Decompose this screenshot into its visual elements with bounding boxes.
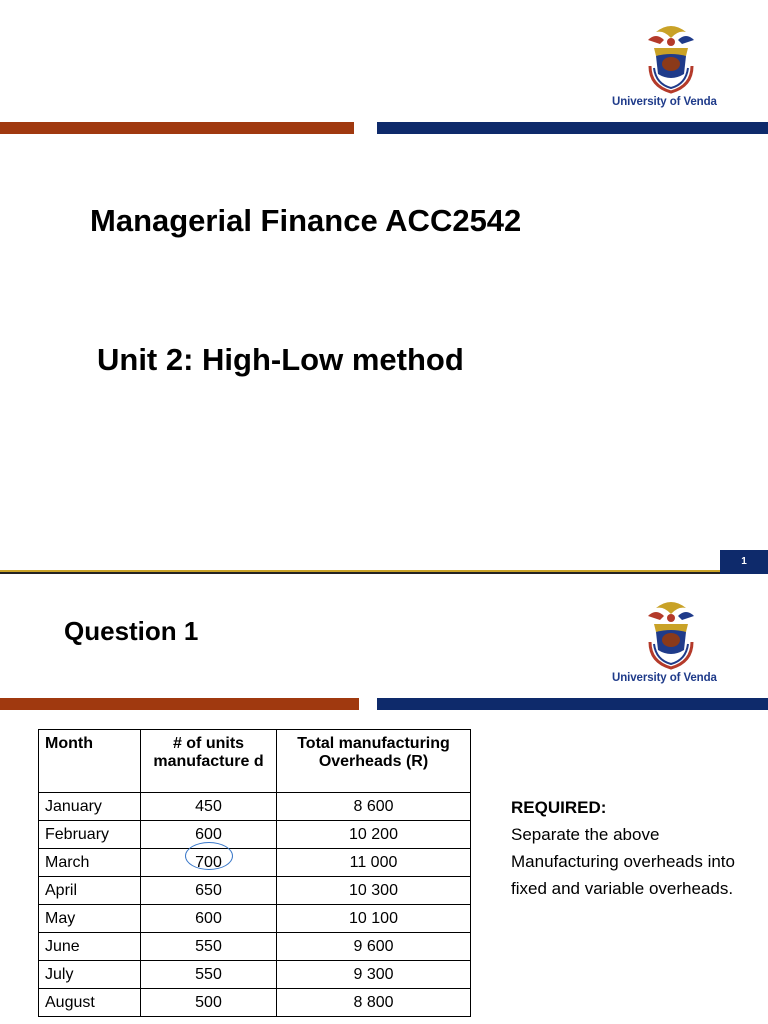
table-row	[39, 821, 471, 849]
cell-month: March	[39, 849, 141, 877]
table-header-row	[39, 730, 471, 793]
cell-month: June	[39, 933, 141, 961]
cell-overheads: 9 600	[277, 933, 471, 961]
header-bar-blue	[377, 698, 768, 710]
table-row	[39, 933, 471, 961]
header-bar-red	[0, 698, 359, 710]
header-month: Month	[39, 730, 141, 793]
cell-units: 600	[141, 821, 277, 849]
table-row	[39, 905, 471, 933]
highlight-circle-annotation	[185, 842, 233, 870]
university-crest-icon	[636, 598, 706, 672]
cell-units: 550	[141, 933, 277, 961]
table-row	[39, 989, 471, 1017]
cell-units: 700	[141, 849, 277, 877]
cell-month: April	[39, 877, 141, 905]
table-row	[39, 849, 471, 877]
cell-month: July	[39, 961, 141, 989]
cell-overheads: 9 300	[277, 961, 471, 989]
cell-month: May	[39, 905, 141, 933]
logo-text: University of Venda	[612, 672, 717, 684]
slide-title: Managerial Finance ACC2542	[90, 203, 522, 238]
cell-month: August	[39, 989, 141, 1017]
overheads-table	[38, 729, 471, 1017]
university-logo	[606, 22, 736, 108]
required-text: Separate the above Manufacturing overheads into fixed and variable overheads.	[511, 825, 735, 898]
cell-units: 450	[141, 793, 277, 821]
cell-overheads: 8 800	[277, 989, 471, 1017]
table-row	[39, 793, 471, 821]
slide-subtitle: Unit 2: High-Low method	[97, 342, 464, 377]
cell-units: 500	[141, 989, 277, 1017]
cell-units: 600	[141, 905, 277, 933]
cell-overheads: 10 100	[277, 905, 471, 933]
footer-line-dark	[0, 572, 720, 574]
cell-overheads: 11 000	[277, 849, 471, 877]
cell-month: February	[39, 821, 141, 849]
cell-units: 650	[141, 877, 277, 905]
required-block	[511, 794, 751, 902]
required-heading: REQUIRED:	[511, 798, 607, 817]
table-row	[39, 877, 471, 905]
university-crest-icon	[636, 22, 706, 96]
logo-text: University of Venda	[612, 96, 717, 108]
header-units: # of units manufacture d	[141, 730, 277, 793]
cell-month: January	[39, 793, 141, 821]
cell-overheads: 10 300	[277, 877, 471, 905]
cell-units: 550	[141, 961, 277, 989]
header-bar-red	[0, 122, 354, 134]
table-row	[39, 961, 471, 989]
page-number: 1	[720, 550, 768, 574]
header-overheads: Total manufacturing Overheads (R)	[277, 730, 471, 793]
header-bar-blue	[377, 122, 768, 134]
slide-2	[0, 578, 768, 1024]
cell-overheads: 8 600	[277, 793, 471, 821]
cell-overheads: 10 200	[277, 821, 471, 849]
question-title: Question 1	[64, 616, 199, 646]
university-logo	[606, 598, 736, 684]
